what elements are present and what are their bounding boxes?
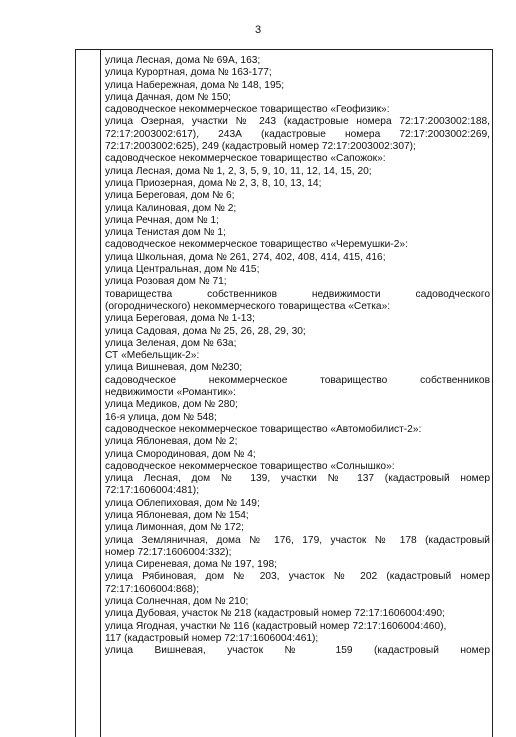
address-line: улица Школьная, дома № 261, 274, 402, 408, 414, 415, 416; — [105, 251, 386, 263]
address-line: улица Речная, дом № 1; — [105, 214, 219, 226]
address-line: улица Дубовая, участок № 218 (кадастровый номер 72:17:1606004:490; — [105, 608, 445, 620]
address-list — [105, 55, 490, 658]
address-line: улица Рябиновая, дом № 203, участок № 202 (кадастровый номер — [105, 571, 490, 583]
column-divider — [100, 50, 101, 737]
address-line: улица Смородиновая, дом № 4; — [105, 448, 256, 460]
address-line: улица Солнечная, дом № 210; — [105, 596, 249, 608]
address-line: улица Облепиховая, дом № 149; — [105, 497, 260, 509]
address-line: улица Вишневая, участок № 159 (кадастровый номер — [105, 645, 490, 657]
address-line: улица Лимонная, дом № 172; — [105, 522, 245, 534]
address-line: улица Лесная, дома № 1, 2, 3, 5, 9, 10, 11, 12, 14, 15, 20; — [105, 165, 372, 177]
address-line: улица Медиков, дом № 280; — [105, 399, 238, 411]
address-line: 72:17:1606004:481); — [105, 485, 200, 497]
address-line: улица Ягодная, участки № 116 (кадастровый номер 72:17:1606004:460), — [105, 620, 447, 632]
address-line: садоводческое некоммерческое товарищество «Сапожок»: — [105, 153, 386, 165]
address-table — [75, 49, 493, 737]
address-line: улица Береговая, дома № 1-13; — [105, 313, 255, 325]
address-line: улица Курортная, дома № 163-177; — [105, 67, 272, 79]
address-line: улица Сиреневая, дома № 197, 198; — [105, 559, 278, 571]
address-line: улица Садовая, дома № 25, 26, 28, 29, 30; — [105, 325, 306, 337]
address-line: улица Лесная, дом № 139, участки № 137 (кадастровый номер — [105, 473, 490, 485]
address-line: садоводческое некоммерческое товарищество собственников — [105, 374, 490, 386]
address-line: улица Озерная, участки № 243 (кадастровые номера 72:17:2003002:188, — [105, 116, 490, 128]
address-line: садоводческое некоммерческое товарищество «Черемушки-2»: — [105, 239, 408, 251]
address-line: улица Тенистая дом № 1; — [105, 227, 226, 239]
address-line: улица Яблоневая, дом № 154; — [105, 509, 249, 521]
address-line: улица Зеленая, дом № 63а; — [105, 337, 237, 349]
address-line: улица Центральная, дом № 415; — [105, 264, 260, 276]
address-line: улица Вишневая, дом №230; — [105, 362, 243, 374]
address-line: СТ «Мебельщик-2»: — [105, 350, 200, 362]
address-line: 16-я улица, дом № 548; — [105, 411, 217, 423]
address-line: 72:17:1606004:868); — [105, 583, 200, 595]
address-line: улица Розовая дом № 71; — [105, 276, 227, 288]
address-line: 72:17:2003002:617), 243А (кадастровые номера 72:17:2003002:269, — [105, 128, 490, 140]
address-line: садоводческое некоммерческое товарищество «Солнышко»: — [105, 460, 395, 472]
address-line: улица Лесная, дома № 69А, 163; — [105, 55, 261, 66]
page-number: 3 — [254, 24, 262, 36]
address-line: садоводческое некоммерческое товарищество «Автомобилист-2»: — [105, 423, 422, 435]
address-line: садоводческое некоммерческое товарищество «Геофизик»: — [105, 104, 390, 116]
address-line: улица Земляничная, дома № 176, 179, участок № 178 (кадастровый — [105, 534, 490, 546]
address-line: (огороднического) некоммерческого товарищества «Сетка»: — [105, 300, 391, 312]
address-line: 72:17:2003002:625), 249 (кадастровый номер 72:17:2003002:307); — [105, 141, 416, 153]
address-line: 117 (кадастровый номер 72:17:1606004:461); — [105, 632, 319, 644]
address-line: товарищества собственников недвижимости садоводческого — [105, 288, 490, 300]
address-line: улица Приозерная, дома № 2, 3, 8, 10, 13, 14; — [105, 177, 322, 189]
address-line: недвижимости «Романтик»: — [105, 387, 236, 399]
address-line: улица Дачная, дом № 150; — [105, 91, 231, 103]
address-line: улица Калиновая, дом № 2; — [105, 202, 237, 214]
address-line: улица Яблоневая, дом № 2; — [105, 436, 238, 448]
address-line: улица Набережная, дома № 148, 195; — [105, 79, 285, 91]
address-line: номер 72:17:1606004:332); — [105, 546, 232, 558]
address-line: улица Береговая, дом № 6; — [105, 190, 235, 202]
